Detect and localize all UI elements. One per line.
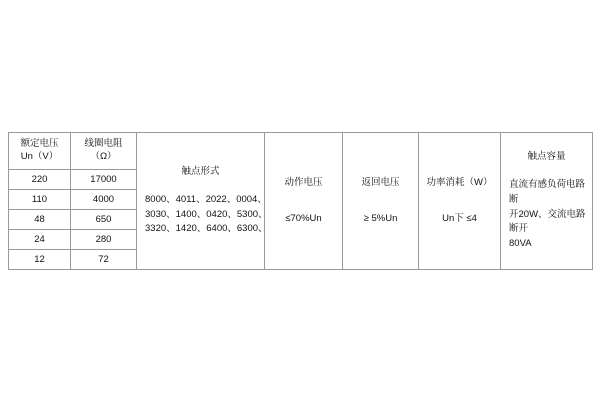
cell-contact-capacity [501, 133, 593, 270]
cell-dropout-voltage [343, 133, 419, 270]
header-pickup-voltage: 动作电压 [284, 177, 323, 189]
cell-voltage: 220 [9, 170, 71, 190]
contact-capacity-line-2: 开20W、交流电路断开 [509, 208, 586, 235]
table-header-row [9, 133, 593, 170]
contact-capacity-line-3: 80VA [509, 237, 532, 249]
cell-pickup-voltage [265, 133, 343, 270]
header-contact-capacity: 触点容量 [527, 151, 566, 163]
header-coil-resistance-line2: （Ω） [90, 151, 117, 162]
spec-table-container [8, 132, 592, 270]
value-pickup-voltage: ≤70%Un [285, 213, 322, 224]
cell-power-consumption [419, 133, 501, 270]
header-coil-resistance-line1: 线圈电阻 [84, 138, 123, 150]
cell-resistance: 4000 [71, 190, 137, 210]
header-power-consumption: 功率消耗（W） [426, 177, 493, 189]
cell-resistance: 72 [71, 250, 137, 270]
header-coil-resistance [71, 133, 137, 170]
header-rated-voltage [9, 133, 71, 170]
cell-voltage: 48 [9, 210, 71, 230]
value-dropout-voltage: ≥ 5%Un [363, 213, 398, 224]
value-power-consumption: Un下 ≤4 [442, 213, 477, 224]
cell-resistance: 17000 [71, 170, 137, 190]
header-contact-form: 触点形式 [181, 166, 220, 178]
contact-form-line-2: 3030、1400、0420、5300、 [145, 208, 268, 220]
cell-voltage: 110 [9, 190, 71, 210]
contact-capacity-line-1: 直流有感负荷电路断 [509, 179, 586, 205]
cell-contact-form [137, 133, 268, 270]
header-dropout-voltage: 返回电压 [361, 177, 400, 189]
cell-resistance: 650 [71, 210, 137, 230]
contact-form-line-1: 8000、4011、2022、0004、 [145, 193, 267, 205]
header-rated-voltage-line1: 额定电压 [20, 138, 59, 150]
cell-resistance: 280 [71, 230, 137, 250]
cell-voltage: 24 [9, 230, 71, 250]
cell-voltage: 12 [9, 250, 71, 270]
specification-table [8, 132, 593, 270]
contact-form-line-3: 3320、1420、6400、6300、 [145, 223, 268, 235]
header-rated-voltage-line2: Un（V） [20, 151, 59, 162]
